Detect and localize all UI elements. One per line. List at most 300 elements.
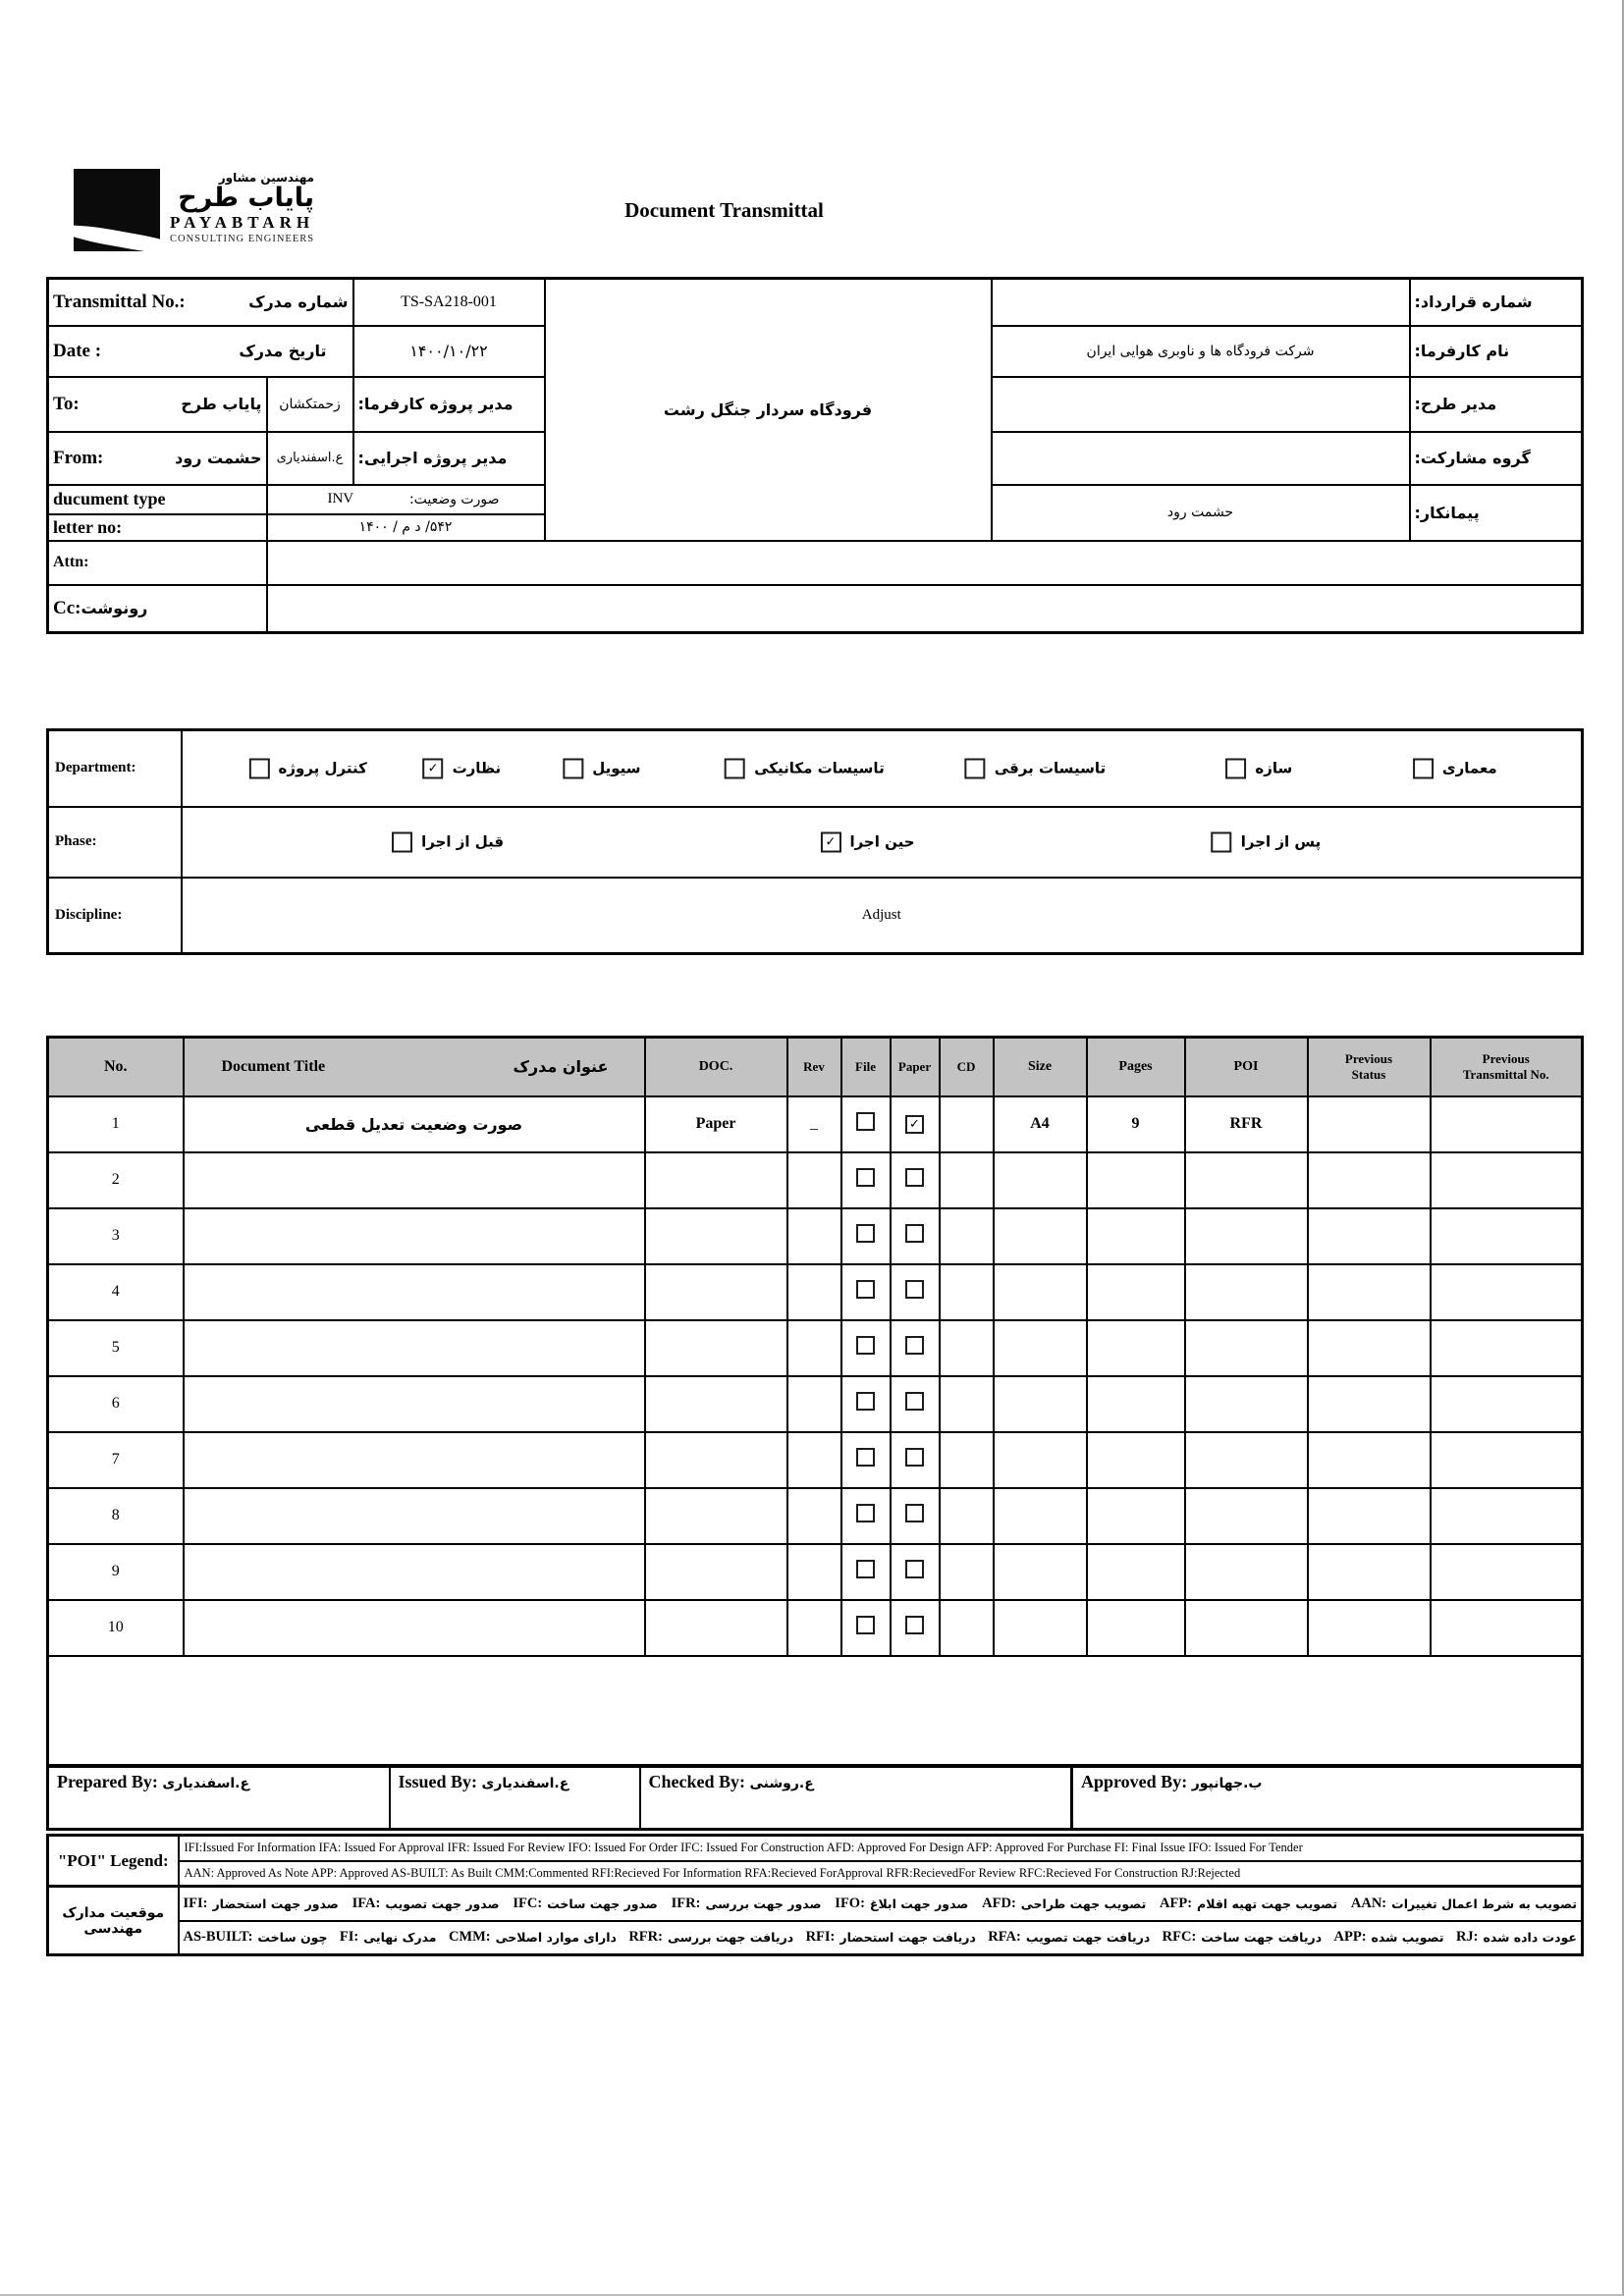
previous-status-value[interactable] — [1308, 1152, 1431, 1208]
transmittal-no-label: Transmittal No.: — [53, 291, 186, 312]
document-title[interactable] — [184, 1264, 645, 1320]
previous-status-value[interactable] — [1308, 1376, 1431, 1432]
paper-cell — [891, 1208, 940, 1264]
legend-abbr: AAN: — [1350, 1895, 1387, 1911]
attn-value[interactable] — [267, 541, 1583, 585]
paper-checkbox-unchecked-icon[interactable] — [905, 1560, 924, 1578]
discipline-value: Adjust — [182, 878, 1583, 954]
size-value[interactable] — [994, 1488, 1087, 1544]
discipline-label: Discipline: — [48, 878, 182, 954]
legend-side-label: موقعیت مدارک مهندسی — [48, 1887, 179, 1955]
file-cell — [841, 1320, 891, 1376]
previous-transmittal-value[interactable] — [1431, 1208, 1583, 1264]
col-header-paper: Paper — [891, 1038, 940, 1096]
document-row — [48, 1264, 1583, 1320]
doc-type-value-fa: صورت وضعیت — [413, 491, 500, 507]
contract-no-label: شماره قرارداد: — [1410, 279, 1583, 326]
design-manager-label: مدیر طرح: — [1410, 377, 1583, 432]
legend-entry — [1160, 1896, 1337, 1912]
paper-checkbox-unchecked-icon[interactable] — [905, 1448, 924, 1467]
cd-value[interactable] — [940, 1264, 994, 1320]
poi-value[interactable] — [1185, 1544, 1308, 1600]
partnership-value — [992, 432, 1410, 485]
department-option-label: نظارت — [452, 759, 502, 777]
poi-value[interactable] — [1185, 1488, 1308, 1544]
file-cell — [841, 1264, 891, 1320]
checkbox-unchecked-icon[interactable] — [1225, 758, 1246, 778]
row-number: 9 — [48, 1544, 184, 1600]
file-cell — [841, 1432, 891, 1488]
legend-persian-row-2 — [180, 1929, 1582, 1946]
doc-medium[interactable] — [645, 1432, 787, 1488]
department-option-1 — [423, 758, 502, 778]
project-name: فرودگاه سردار جنگل رشت — [545, 279, 992, 541]
file-cell — [841, 1096, 891, 1152]
header-info-table — [46, 277, 1584, 634]
size-value[interactable] — [994, 1264, 1087, 1320]
paper-cell — [891, 1432, 940, 1488]
pages-value[interactable] — [1087, 1320, 1185, 1376]
paper-cell — [891, 1096, 940, 1152]
cd-value[interactable] — [940, 1544, 994, 1600]
col-header-rev: Rev — [787, 1038, 841, 1096]
col-header-file: File — [841, 1038, 891, 1096]
cd-value[interactable] — [940, 1320, 994, 1376]
date-cell — [48, 326, 353, 377]
checkbox-unchecked-icon[interactable] — [725, 758, 745, 778]
rev-value[interactable]: _ — [787, 1096, 841, 1152]
legend-entry — [352, 1896, 500, 1912]
pages-value[interactable] — [1087, 1600, 1185, 1656]
previous-status-value[interactable] — [1308, 1264, 1431, 1320]
legend-description: تصویب جهت تهیه اقلام — [1197, 1896, 1338, 1911]
legend-abbr: RFR: — [628, 1929, 663, 1946]
file-checkbox-unchecked-icon[interactable] — [856, 1504, 875, 1522]
previous-status-value[interactable] — [1308, 1432, 1431, 1488]
previous-status-value[interactable] — [1308, 1320, 1431, 1376]
cd-value[interactable] — [940, 1208, 994, 1264]
file-checkbox-unchecked-icon[interactable] — [856, 1392, 875, 1411]
row-number: 2 — [48, 1152, 184, 1208]
legend-description: تصویب شده — [1371, 1930, 1444, 1946]
contract-no-value — [992, 279, 1410, 326]
paper-cell — [891, 1320, 940, 1376]
checkbox-checked-icon[interactable]: ✓ — [820, 831, 840, 852]
file-cell — [841, 1600, 891, 1656]
previous-status-value[interactable] — [1308, 1544, 1431, 1600]
pages-value[interactable] — [1087, 1488, 1185, 1544]
legend-abbr: APP: — [1333, 1929, 1367, 1946]
previous-status-value[interactable] — [1308, 1096, 1431, 1152]
from-agent: ع.اسفندیاری — [267, 432, 353, 485]
document-row — [48, 1096, 1583, 1152]
rev-value[interactable] — [787, 1376, 841, 1432]
checkbox-unchecked-icon[interactable] — [1413, 758, 1434, 778]
legend-abbr: CMM: — [448, 1929, 491, 1946]
department-option-0 — [249, 758, 367, 778]
legend-description: دریافت جهت استحضار — [839, 1930, 976, 1946]
pages-value[interactable] — [1087, 1152, 1185, 1208]
size-value[interactable] — [994, 1600, 1087, 1656]
phase-option-0 — [392, 831, 504, 852]
legend-description: صدور جهت بررسی — [705, 1896, 822, 1911]
paper-cell — [891, 1376, 940, 1432]
paper-checkbox-unchecked-icon[interactable] — [905, 1168, 924, 1187]
size-value[interactable] — [994, 1544, 1087, 1600]
poi-value[interactable] — [1185, 1208, 1308, 1264]
cd-value[interactable] — [940, 1488, 994, 1544]
date-value: ۱۴۰۰/۱۰/۲۲ — [353, 326, 545, 377]
poi-value[interactable] — [1185, 1320, 1308, 1376]
transmittal-no-value: TS-SA218-001 — [353, 279, 545, 326]
previous-transmittal-value[interactable] — [1431, 1432, 1583, 1488]
document-row — [48, 1544, 1583, 1600]
issued-by-cell[interactable] — [390, 1767, 640, 1830]
row-number: 3 — [48, 1208, 184, 1264]
file-cell — [841, 1544, 891, 1600]
department-label: Department: — [48, 730, 182, 807]
col-header-title — [184, 1038, 645, 1096]
col-header-poi: POI — [1185, 1038, 1308, 1096]
doc-type-code: INV — [327, 491, 354, 507]
legend-description: دریافت جهت بررسی — [667, 1930, 794, 1946]
client-name-value: شرکت فرودگاه ها و ناوبری هوایی ایران — [992, 326, 1410, 377]
legend-description: دریافت جهت تصویب — [1025, 1930, 1151, 1946]
document-title[interactable] — [184, 1376, 645, 1432]
size-value[interactable] — [994, 1376, 1087, 1432]
previous-transmittal-value[interactable] — [1431, 1096, 1583, 1152]
previous-transmittal-value[interactable] — [1431, 1488, 1583, 1544]
legend-description: صدور جهت ابلاغ — [869, 1896, 969, 1911]
poi-value[interactable] — [1185, 1376, 1308, 1432]
file-checkbox-unchecked-icon[interactable] — [856, 1168, 875, 1187]
pages-value[interactable] — [1087, 1432, 1185, 1488]
cd-value[interactable] — [940, 1096, 994, 1152]
legend-abbr: IFI: — [183, 1895, 208, 1911]
paper-checkbox-unchecked-icon[interactable] — [905, 1392, 924, 1411]
phase-option-label: پس از اجرا — [1240, 832, 1322, 851]
paper-cell — [891, 1152, 940, 1208]
checkbox-unchecked-icon[interactable] — [965, 758, 986, 778]
checkbox-checked-icon[interactable]: ✓ — [423, 758, 444, 778]
size-value[interactable] — [994, 1208, 1087, 1264]
doc-medium[interactable] — [645, 1264, 787, 1320]
doc-medium[interactable] — [645, 1208, 787, 1264]
documents-table — [46, 1036, 1584, 1767]
department-option-label: تاسیسات مکانیکی — [754, 759, 885, 777]
phase-option-label: قبل از اجرا — [421, 832, 505, 851]
document-title[interactable] — [184, 1600, 645, 1656]
document-title[interactable] — [184, 1432, 645, 1488]
col-header-pages: Pages — [1087, 1038, 1185, 1096]
previous-status-value[interactable] — [1308, 1208, 1431, 1264]
to-agent: زحمتکشان — [267, 377, 353, 432]
doc-medium[interactable] — [645, 1320, 787, 1376]
previous-transmittal-value[interactable] — [1431, 1152, 1583, 1208]
size-value[interactable]: A4 — [994, 1096, 1087, 1152]
paper-checkbox-unchecked-icon[interactable] — [905, 1504, 924, 1522]
doc-medium[interactable]: Paper — [645, 1096, 787, 1152]
checkbox-unchecked-icon[interactable] — [392, 831, 412, 852]
transmittal-no-label-fa: شماره مدرک — [248, 293, 349, 312]
legend-abbr: AFD: — [982, 1895, 1016, 1911]
to-label: To: — [53, 393, 80, 414]
paper-checkbox-unchecked-icon[interactable] — [905, 1336, 924, 1355]
legend-abbr: AFP: — [1160, 1895, 1193, 1911]
letter-no-label: letter no: — [48, 514, 267, 541]
document-row — [48, 1152, 1583, 1208]
department-option-label: تاسیسات برقی — [994, 759, 1107, 777]
checked-by-label: Checked By: — [648, 1772, 745, 1791]
phase-label: Phase: — [48, 807, 182, 878]
design-manager-value — [992, 377, 1410, 432]
size-value[interactable] — [994, 1432, 1087, 1488]
department-option-5 — [1225, 758, 1292, 778]
contractor-label: پیمانکار: — [1410, 485, 1583, 541]
col-header-title-en: Document Title — [221, 1057, 326, 1075]
legend-description: عودت داده شده — [1483, 1930, 1577, 1946]
logo-swoosh-icon — [74, 220, 160, 251]
rev-value[interactable] — [787, 1488, 841, 1544]
poi-value[interactable] — [1185, 1264, 1308, 1320]
document-title[interactable] — [184, 1488, 645, 1544]
paper-checkbox-unchecked-icon[interactable] — [905, 1280, 924, 1299]
legend-entry — [513, 1896, 658, 1912]
department-option-4 — [965, 758, 1106, 778]
file-checkbox-unchecked-icon[interactable] — [856, 1112, 875, 1131]
file-cell — [841, 1152, 891, 1208]
classification-table — [46, 728, 1584, 955]
from-value: حشمت رود — [175, 449, 262, 467]
legend-persian-row-1 — [180, 1896, 1582, 1912]
row-number: 4 — [48, 1264, 184, 1320]
logo-name-en: PAYABTARH — [170, 213, 315, 233]
paper-cell — [891, 1264, 940, 1320]
poi-legend-table — [46, 1834, 1584, 1956]
doc-medium[interactable] — [645, 1544, 787, 1600]
paper-checkbox-checked-icon[interactable]: ✓ — [905, 1115, 924, 1134]
legend-description: تصویب به شرط اعمال تغییرات — [1391, 1896, 1577, 1911]
size-value[interactable] — [994, 1152, 1087, 1208]
size-value[interactable] — [994, 1320, 1087, 1376]
legend-entry — [1334, 1929, 1444, 1946]
legend-abbr: IFO: — [835, 1895, 865, 1911]
department-option-3 — [725, 758, 885, 778]
col-header-prev-status: Previous Status — [1308, 1038, 1431, 1096]
logo-tagline-fa: مهندسین مشاور — [218, 171, 315, 185]
document-title[interactable] — [184, 1320, 645, 1376]
legend-entry — [1456, 1929, 1577, 1946]
legend-description: تصویب جهت طراحی — [1020, 1896, 1147, 1911]
legend-abbr: RFA: — [988, 1929, 1021, 1946]
row-number: 5 — [48, 1320, 184, 1376]
pages-value[interactable] — [1087, 1208, 1185, 1264]
department-option-label: سیویل — [592, 759, 641, 777]
legend-entry — [982, 1896, 1146, 1912]
letter-no-value: ۵۴۲/ د م / ۱۴۰۰ — [267, 514, 545, 541]
legend-english-row-2: AAN: Approved As Note APP: Approved AS-BUILT: As Built CMM:Commented RFI:Recieved For Information RFA:Recieved ForApproval RFR:RecievedFor Review RFC:Recieved For Construction RJ:Rejected — [179, 1861, 1583, 1887]
phase-option-1 — [820, 831, 914, 852]
to-cell — [48, 377, 267, 432]
legend-abbr: AS-BUILT: — [183, 1929, 253, 1946]
legend-description: صدور جهت استحضار — [212, 1896, 339, 1911]
partnership-label: گروه مشارکت: — [1410, 432, 1583, 485]
rev-value[interactable] — [787, 1544, 841, 1600]
poi-value[interactable] — [1185, 1600, 1308, 1656]
legend-description: مدرک نهایی — [363, 1930, 437, 1946]
rev-value[interactable] — [787, 1264, 841, 1320]
file-cell — [841, 1208, 891, 1264]
document-title[interactable] — [184, 1544, 645, 1600]
exec-pm-label: مدیر پروژه اجرایی: — [353, 432, 545, 485]
legend-abbr: RFC: — [1162, 1929, 1197, 1946]
document-row — [48, 1432, 1583, 1488]
poi-value[interactable] — [1185, 1432, 1308, 1488]
document-title[interactable]: صورت وضعیت تعدیل قطعی — [184, 1096, 645, 1152]
file-checkbox-unchecked-icon[interactable] — [856, 1336, 875, 1355]
rev-value[interactable] — [787, 1152, 841, 1208]
approved-by-label: Approved By: — [1081, 1772, 1188, 1791]
legend-entry — [1351, 1896, 1577, 1912]
poi-value[interactable] — [1185, 1152, 1308, 1208]
previous-transmittal-value[interactable] — [1431, 1376, 1583, 1432]
row-number: 10 — [48, 1600, 184, 1656]
checked-by-cell[interactable] — [640, 1767, 1072, 1830]
legend-entry — [184, 1896, 339, 1912]
paper-cell — [891, 1488, 940, 1544]
file-checkbox-unchecked-icon[interactable] — [856, 1560, 875, 1578]
legend-description: دریافت جهت ساخت — [1201, 1930, 1323, 1946]
cd-value[interactable] — [940, 1600, 994, 1656]
legend-entry — [806, 1929, 976, 1946]
page-title: Document Transmittal — [624, 198, 824, 222]
cc-cell — [48, 585, 267, 633]
legend-abbr: RFI: — [805, 1929, 836, 1946]
rev-value[interactable] — [787, 1208, 841, 1264]
legend-description: صدور جهت تصویب — [385, 1896, 500, 1911]
doc-type-cell — [267, 485, 545, 514]
document-row — [48, 1600, 1583, 1656]
pages-value[interactable] — [1087, 1544, 1185, 1600]
doc-medium[interactable] — [645, 1488, 787, 1544]
rev-value[interactable] — [787, 1432, 841, 1488]
pages-value[interactable]: 9 — [1087, 1096, 1185, 1152]
logo-subtitle: CONSULTING ENGINEERS — [170, 233, 315, 244]
checkbox-unchecked-icon[interactable] — [1212, 831, 1232, 852]
document-title[interactable] — [184, 1152, 645, 1208]
pages-value[interactable] — [1087, 1264, 1185, 1320]
file-checkbox-unchecked-icon[interactable] — [856, 1616, 875, 1634]
department-option-label: کنترل پروژه — [278, 759, 367, 777]
col-header-doc: DOC. — [645, 1038, 787, 1096]
attn-label: Attn: — [48, 541, 267, 585]
col-header-prev-transmittal: Previous Transmittal No. — [1431, 1038, 1583, 1096]
legend-entry — [628, 1929, 793, 1946]
file-checkbox-unchecked-icon[interactable] — [856, 1448, 875, 1467]
row-number: 1 — [48, 1096, 184, 1152]
file-cell — [841, 1376, 891, 1432]
legend-abbr: IFC: — [513, 1895, 543, 1911]
file-checkbox-unchecked-icon[interactable] — [856, 1280, 875, 1299]
doc-medium[interactable] — [645, 1376, 787, 1432]
poi-value[interactable]: RFR — [1185, 1096, 1308, 1152]
legend-entry — [340, 1929, 437, 1946]
previous-transmittal-value[interactable] — [1431, 1600, 1583, 1656]
paper-cell — [891, 1544, 940, 1600]
cd-value[interactable] — [940, 1376, 994, 1432]
approved-by-cell[interactable] — [1072, 1767, 1583, 1830]
rev-value[interactable] — [787, 1320, 841, 1376]
contractor-value: حشمت رود — [992, 485, 1410, 541]
to-value: پایاب طرح — [181, 395, 262, 413]
file-checkbox-unchecked-icon[interactable] — [856, 1224, 875, 1243]
remarks-empty-area[interactable] — [48, 1656, 1583, 1766]
previous-transmittal-value[interactable] — [1431, 1264, 1583, 1320]
phase-option-label: حین اجرا — [849, 832, 915, 851]
legend-entry — [988, 1929, 1150, 1946]
client-name-label: نام کارفرما: — [1410, 326, 1583, 377]
checkbox-unchecked-icon[interactable] — [249, 758, 270, 778]
from-label: From: — [53, 447, 104, 468]
cc-label-fa: رونوشت — [81, 598, 148, 617]
legend-entry — [449, 1929, 617, 1946]
date-label-fa: تاریخ مدرک — [239, 342, 327, 360]
rev-value[interactable] — [787, 1600, 841, 1656]
legend-entry — [184, 1929, 328, 1946]
client-pm-label: مدیر پروژه کارفرما: — [353, 377, 545, 432]
doc-medium[interactable] — [645, 1152, 787, 1208]
cc-value[interactable] — [267, 585, 1583, 633]
legend-entry — [1163, 1929, 1322, 1946]
doc-type-label: ducument type — [48, 485, 267, 514]
pages-value[interactable] — [1087, 1376, 1185, 1432]
approved-by-name: ب.جهانپور — [1191, 1776, 1263, 1791]
doc-type-separator: : — [409, 490, 414, 507]
document-title[interactable] — [184, 1208, 645, 1264]
cd-value[interactable] — [940, 1152, 994, 1208]
cd-value[interactable] — [940, 1432, 994, 1488]
transmittal-no-cell — [48, 279, 353, 326]
legend-entry — [835, 1896, 968, 1912]
cc-label: Cc: — [53, 597, 81, 618]
doc-medium[interactable] — [645, 1600, 787, 1656]
previous-transmittal-value[interactable] — [1431, 1320, 1583, 1376]
paper-cell — [891, 1600, 940, 1656]
legend-description: دارای موارد اصلاحی — [495, 1930, 617, 1946]
checkbox-unchecked-icon[interactable] — [563, 758, 583, 778]
signatures-table — [46, 1765, 1584, 1831]
prepared-by-label: Prepared By: — [57, 1772, 158, 1791]
paper-checkbox-unchecked-icon[interactable] — [905, 1224, 924, 1243]
issued-by-name: ع.اسفندیاری — [481, 1776, 569, 1791]
col-header-title-fa: عنوان مدرک — [513, 1057, 609, 1077]
document-row — [48, 1208, 1583, 1264]
document-row — [48, 1320, 1583, 1376]
legend-entry — [672, 1896, 822, 1912]
col-header-cd: CD — [940, 1038, 994, 1096]
department-option-6 — [1413, 758, 1497, 778]
issued-by-label: Issued By: — [398, 1772, 478, 1791]
previous-transmittal-value[interactable] — [1431, 1544, 1583, 1600]
phase-option-2 — [1212, 831, 1321, 852]
department-option-label: معماری — [1441, 759, 1497, 777]
prepared-by-cell[interactable] — [48, 1767, 390, 1830]
previous-status-value[interactable] — [1308, 1600, 1431, 1656]
paper-checkbox-unchecked-icon[interactable] — [905, 1616, 924, 1634]
previous-status-value[interactable] — [1308, 1488, 1431, 1544]
prepared-by-name: ع.اسفندیاری — [162, 1776, 250, 1791]
document-row — [48, 1488, 1583, 1544]
